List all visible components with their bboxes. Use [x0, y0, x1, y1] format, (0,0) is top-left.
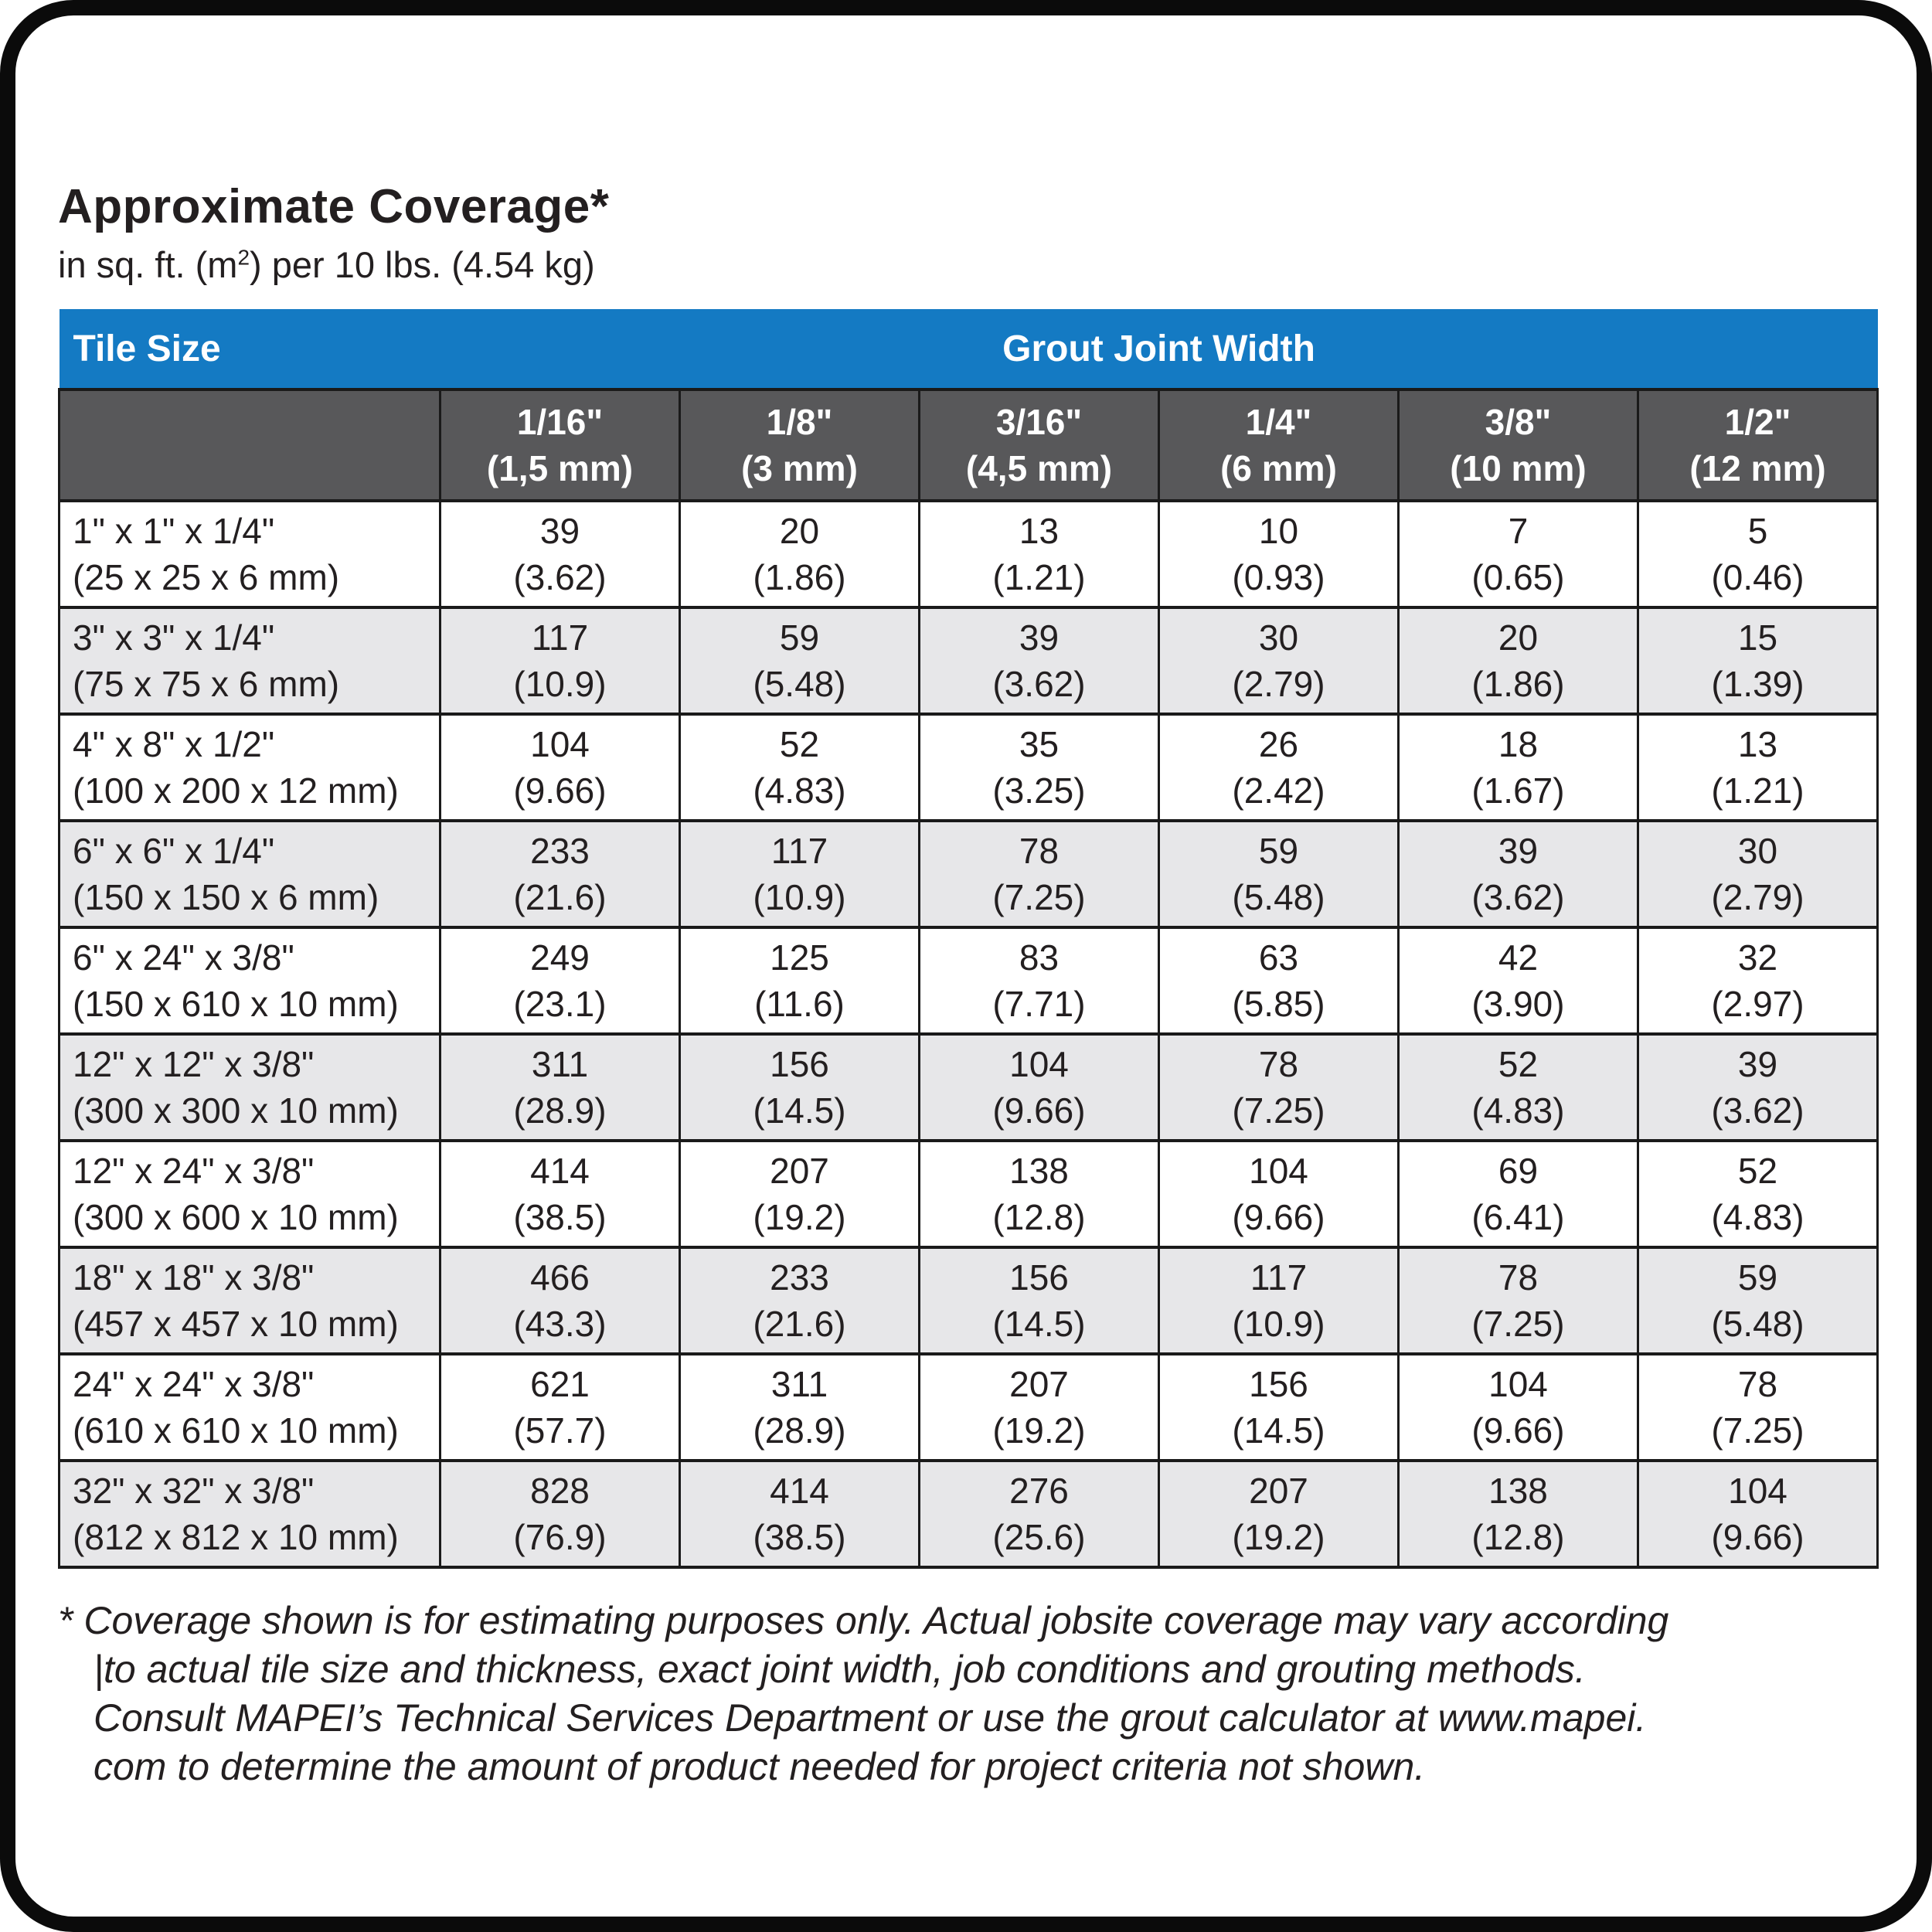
header-row — [60, 309, 1878, 389]
coverage-cell — [1159, 501, 1399, 607]
coverage-sqft-value: 104 — [1249, 1151, 1308, 1191]
coverage-sqft-value: 104 — [1009, 1044, 1069, 1084]
coverage-cell — [680, 821, 920, 927]
tile-size-cell — [60, 607, 440, 714]
coverage-cell — [1638, 1461, 1878, 1567]
page-title: Approximate Coverage* — [58, 180, 610, 233]
table-row — [60, 1034, 1878, 1141]
table-row — [60, 1461, 1878, 1567]
coverage-sqft-value: 59 — [1737, 1257, 1778, 1298]
coverage-m2-value: (19.2) — [992, 1410, 1086, 1451]
header-tile-size: Tile Size — [60, 309, 440, 389]
coverage-cell — [920, 607, 1159, 714]
coverage-cell — [920, 821, 1159, 927]
coverage-cell — [920, 501, 1159, 607]
coverage-sqft-value: 117 — [770, 831, 828, 871]
coverage-m2-value: (4.83) — [1471, 1090, 1565, 1131]
tile-size-cell — [60, 1354, 440, 1461]
coverage-sqft-value: 5 — [1747, 511, 1768, 551]
coverage-cell — [920, 927, 1159, 1034]
footnote-line: com to determine the amount of product needed for project criteria not shown. — [94, 1745, 1426, 1788]
coverage-m2-value: (5.48) — [753, 664, 846, 704]
grout-column-header — [680, 389, 920, 501]
subheader-row — [60, 389, 1878, 501]
coverage-m2-value: (10.9) — [1232, 1304, 1325, 1344]
column-size-label: 3/16" — [995, 402, 1083, 442]
tile-size-inches: 6" x 6" x 1/4" — [73, 831, 275, 871]
coverage-sqft-value: 13 — [1737, 724, 1778, 764]
coverage-cell — [1159, 1034, 1399, 1141]
coverage-cell — [440, 821, 680, 927]
grout-column-header — [440, 389, 680, 501]
coverage-sqft-value: 276 — [1009, 1471, 1069, 1511]
tile-size-inches: 3" x 3" x 1/4" — [73, 617, 275, 658]
coverage-m2-value: (7.71) — [992, 984, 1086, 1024]
tile-size-cell — [60, 821, 440, 927]
coverage-sqft-value: 249 — [530, 937, 590, 978]
coverage-m2-value: (3.25) — [992, 770, 1086, 811]
tile-size-mm: (300 x 600 x 10 mm) — [73, 1197, 399, 1237]
tile-size-cell — [60, 501, 440, 607]
coverage-sqft-value: 117 — [1250, 1257, 1308, 1298]
coverage-cell — [680, 1034, 920, 1141]
coverage-sqft-value: 52 — [1498, 1044, 1539, 1084]
coverage-sqft-value: 78 — [1737, 1364, 1778, 1404]
tile-size-inches: 32" x 32" x 3/8" — [73, 1471, 315, 1511]
coverage-cell — [680, 607, 920, 714]
coverage-sqft-value: 26 — [1258, 724, 1299, 764]
coverage-sqft-value: 18 — [1498, 724, 1539, 764]
subtitle-post: ) per 10 lbs. (4.54 kg) — [250, 244, 595, 285]
coverage-sqft-value: 466 — [530, 1257, 590, 1298]
coverage-cell — [1159, 1354, 1399, 1461]
coverage-sqft-value: 20 — [1498, 617, 1539, 658]
coverage-m2-value: (11.6) — [754, 984, 845, 1024]
coverage-sqft-value: 156 — [1009, 1257, 1069, 1298]
tile-size-mm: (610 x 610 x 10 mm) — [73, 1410, 399, 1451]
coverage-m2-value: (1.67) — [1471, 770, 1565, 811]
coverage-cell — [1638, 1141, 1878, 1247]
coverage-m2-value: (9.66) — [992, 1090, 1086, 1131]
coverage-m2-value: (1.39) — [1711, 664, 1804, 704]
coverage-m2-value: (2.79) — [1232, 664, 1325, 704]
coverage-cell — [1399, 821, 1638, 927]
coverage-sqft-value: 414 — [530, 1151, 590, 1191]
tile-size-inches: 24" x 24" x 3/8" — [73, 1364, 315, 1404]
coverage-sqft-value: 138 — [1488, 1471, 1548, 1511]
coverage-sqft-value: 233 — [770, 1257, 829, 1298]
coverage-cell — [440, 927, 680, 1034]
tile-size-inches: 1" x 1" x 1/4" — [73, 511, 275, 551]
tile-size-cell — [60, 714, 440, 821]
coverage-cell — [920, 1354, 1159, 1461]
tile-size-cell — [60, 1247, 440, 1354]
coverage-m2-value: (9.66) — [513, 770, 607, 811]
column-size-label: 3/8" — [1485, 402, 1552, 442]
tile-size-mm: (25 x 25 x 6 mm) — [73, 557, 340, 597]
coverage-cell — [920, 1247, 1159, 1354]
coverage-sqft-value: 42 — [1498, 937, 1539, 978]
page-subtitle — [58, 243, 1878, 287]
coverage-m2-value: (2.97) — [1711, 984, 1804, 1024]
tile-size-inches: 12" x 24" x 3/8" — [73, 1151, 315, 1191]
coverage-m2-value: (5.85) — [1232, 984, 1325, 1024]
coverage-cell — [1159, 1247, 1399, 1354]
coverage-sqft-value: 83 — [1019, 937, 1060, 978]
coverage-m2-value: (10.9) — [513, 664, 607, 704]
coverage-cell — [1399, 714, 1638, 821]
tile-size-cell — [60, 1141, 440, 1247]
coverage-cell — [1638, 501, 1878, 607]
coverage-sqft-value: 311 — [770, 1364, 828, 1404]
coverage-m2-value: (76.9) — [513, 1517, 607, 1557]
coverage-cell — [1159, 927, 1399, 1034]
coverage-sqft-value: 7 — [1508, 511, 1529, 551]
coverage-sqft-value: 39 — [539, 511, 580, 551]
tile-size-mm: (75 x 75 x 6 mm) — [73, 664, 340, 704]
tile-size-inches: 4" x 8" x 1/2" — [73, 724, 275, 764]
coverage-m2-value: (0.46) — [1711, 557, 1804, 597]
grout-column-header — [1159, 389, 1399, 501]
coverage-cell — [920, 714, 1159, 821]
page-content — [58, 179, 1878, 1791]
table-row — [60, 1141, 1878, 1247]
coverage-m2-value: (6.41) — [1471, 1197, 1565, 1237]
coverage-sqft-value: 78 — [1019, 831, 1060, 871]
coverage-cell — [1638, 927, 1878, 1034]
coverage-cell — [1399, 1141, 1638, 1247]
coverage-m2-value: (0.65) — [1471, 557, 1565, 597]
coverage-cell — [920, 1461, 1159, 1567]
coverage-m2-value: (14.5) — [992, 1304, 1086, 1344]
coverage-cell — [440, 1354, 680, 1461]
coverage-m2-value: (12.8) — [992, 1197, 1086, 1237]
coverage-sqft-value: 30 — [1737, 831, 1778, 871]
tile-size-mm: (457 x 457 x 10 mm) — [73, 1304, 399, 1344]
coverage-sqft-value: 69 — [1498, 1151, 1539, 1191]
tile-size-cell — [60, 1034, 440, 1141]
coverage-cell — [1638, 607, 1878, 714]
coverage-m2-value: (19.2) — [753, 1197, 846, 1237]
coverage-sqft-value: 13 — [1019, 511, 1060, 551]
coverage-cell — [1638, 1354, 1878, 1461]
coverage-sqft-value: 138 — [1009, 1151, 1069, 1191]
coverage-m2-value: (4.83) — [753, 770, 846, 811]
coverage-sqft-value: 104 — [1488, 1364, 1548, 1404]
table-row — [60, 927, 1878, 1034]
coverage-m2-value: (10.9) — [753, 877, 846, 917]
coverage-m2-value: (25.6) — [992, 1517, 1086, 1557]
coverage-sqft-value: 156 — [770, 1044, 829, 1084]
coverage-cell — [920, 1034, 1159, 1141]
coverage-m2-value: (5.48) — [1232, 877, 1325, 917]
coverage-m2-value: (14.5) — [753, 1090, 846, 1131]
coverage-m2-value: (9.66) — [1711, 1517, 1804, 1557]
coverage-sqft-value: 156 — [1249, 1364, 1308, 1404]
coverage-cell — [1159, 714, 1399, 821]
coverage-sqft-value: 207 — [1009, 1364, 1069, 1404]
coverage-sqft-value: 233 — [530, 831, 590, 871]
table-row — [60, 607, 1878, 714]
coverage-cell — [680, 1247, 920, 1354]
coverage-sqft-value: 15 — [1737, 617, 1778, 658]
coverage-cell — [680, 927, 920, 1034]
coverage-m2-value: (7.25) — [992, 877, 1086, 917]
coverage-cell — [680, 1461, 920, 1567]
coverage-m2-value: (9.66) — [1471, 1410, 1565, 1451]
coverage-sqft-value: 104 — [530, 724, 590, 764]
column-metric-label: (1,5 mm) — [486, 448, 634, 488]
coverage-cell — [1399, 501, 1638, 607]
tile-size-inches: 18" x 18" x 3/8" — [73, 1257, 315, 1298]
tile-size-mm: (100 x 200 x 12 mm) — [73, 770, 399, 811]
footnote-line: |to actual tile size and thickness, exact joint width, job conditions and grouting methods. — [94, 1648, 1586, 1691]
subheader-corner-cell — [60, 389, 440, 501]
coverage-cell — [440, 1141, 680, 1247]
coverage-sqft-value: 59 — [779, 617, 820, 658]
coverage-cell — [1399, 1461, 1638, 1567]
coverage-m2-value: (7.25) — [1232, 1090, 1325, 1131]
header-grout-joint-width: Grout Joint Width — [440, 309, 1878, 389]
tile-size-cell — [60, 927, 440, 1034]
coverage-cell — [440, 501, 680, 607]
tile-size-mm: (150 x 610 x 10 mm) — [73, 984, 399, 1024]
grout-column-header — [1638, 389, 1878, 501]
coverage-m2-value: (0.93) — [1232, 557, 1325, 597]
coverage-m2-value: (43.3) — [513, 1304, 607, 1344]
tile-size-inches: 12" x 12" x 3/8" — [73, 1044, 315, 1084]
coverage-m2-value: (2.42) — [1232, 770, 1325, 811]
coverage-sqft-value: 32 — [1737, 937, 1778, 978]
coverage-m2-value: (57.7) — [513, 1410, 607, 1451]
table-row — [60, 501, 1878, 607]
coverage-m2-value: (7.25) — [1471, 1304, 1565, 1344]
coverage-cell — [680, 714, 920, 821]
coverage-m2-value: (9.66) — [1232, 1197, 1325, 1237]
coverage-cell — [440, 1034, 680, 1141]
table-row — [60, 1354, 1878, 1461]
column-size-label: 1/2" — [1724, 402, 1791, 442]
coverage-cell — [1399, 927, 1638, 1034]
coverage-cell — [1159, 1141, 1399, 1247]
coverage-cell — [440, 1247, 680, 1354]
coverage-m2-value: (14.5) — [1232, 1410, 1325, 1451]
coverage-m2-value: (1.21) — [992, 557, 1086, 597]
coverage-sqft-value: 52 — [1737, 1151, 1778, 1191]
column-size-label: 1/16" — [516, 402, 604, 442]
coverage-sqft-value: 311 — [531, 1044, 589, 1084]
coverage-cell — [1399, 607, 1638, 714]
coverage-sqft-value: 207 — [770, 1151, 829, 1191]
coverage-sqft-value: 52 — [779, 724, 820, 764]
coverage-m2-value: (1.21) — [1711, 770, 1804, 811]
coverage-cell — [1638, 714, 1878, 821]
tile-size-inches: 6" x 24" x 3/8" — [73, 937, 294, 978]
coverage-cell — [920, 1141, 1159, 1247]
coverage-sqft-value: 104 — [1728, 1471, 1787, 1511]
coverage-sqft-value: 78 — [1258, 1044, 1299, 1084]
coverage-cell — [1399, 1247, 1638, 1354]
coverage-cell — [1399, 1034, 1638, 1141]
coverage-sqft-value: 39 — [1019, 617, 1060, 658]
table-header — [60, 309, 1878, 501]
coverage-cell — [1159, 607, 1399, 714]
coverage-m2-value: (12.8) — [1471, 1517, 1565, 1557]
coverage-m2-value: (3.90) — [1471, 984, 1565, 1024]
table-row — [60, 714, 1878, 821]
coverage-cell — [1638, 821, 1878, 927]
coverage-m2-value: (21.6) — [753, 1304, 846, 1344]
coverage-cell — [1399, 1354, 1638, 1461]
footnote — [58, 1597, 1878, 1791]
coverage-sqft-value: 20 — [779, 511, 820, 551]
coverage-cell — [1638, 1247, 1878, 1354]
coverage-m2-value: (3.62) — [513, 557, 607, 597]
coverage-m2-value: (28.9) — [753, 1410, 846, 1451]
footnote-line: Consult MAPEI’s Technical Services Department or use the grout calculator at www.mapei. — [94, 1696, 1647, 1740]
tile-size-cell — [60, 1461, 440, 1567]
table-row — [60, 1247, 1878, 1354]
coverage-m2-value: (3.62) — [1471, 877, 1565, 917]
coverage-cell — [680, 1354, 920, 1461]
coverage-m2-value: (3.62) — [1711, 1090, 1804, 1131]
coverage-cell — [440, 1461, 680, 1567]
coverage-cell — [440, 714, 680, 821]
coverage-sqft-value: 414 — [770, 1471, 829, 1511]
coverage-m2-value: (38.5) — [753, 1517, 846, 1557]
coverage-m2-value: (1.86) — [1471, 664, 1565, 704]
coverage-m2-value: (38.5) — [513, 1197, 607, 1237]
column-metric-label: (6 mm) — [1220, 448, 1337, 488]
tile-size-mm: (300 x 300 x 10 mm) — [73, 1090, 399, 1131]
table-body — [60, 501, 1878, 1567]
footnote-line: * Coverage shown is for estimating purposes only. Actual jobsite coverage may vary according — [58, 1599, 1669, 1642]
coverage-m2-value: (19.2) — [1232, 1517, 1325, 1557]
coverage-cell — [680, 501, 920, 607]
column-metric-label: (4,5 mm) — [965, 448, 1113, 488]
coverage-sqft-value: 30 — [1258, 617, 1299, 658]
coverage-sqft-value: 621 — [530, 1364, 590, 1404]
column-metric-label: (3 mm) — [741, 448, 858, 488]
column-size-label: 1/4" — [1245, 402, 1312, 442]
coverage-sqft-value: 63 — [1258, 937, 1299, 978]
coverage-m2-value: (23.1) — [513, 984, 607, 1024]
coverage-sqft-value: 117 — [531, 617, 589, 658]
coverage-sqft-value: 39 — [1498, 831, 1539, 871]
coverage-sqft-value: 125 — [770, 937, 829, 978]
coverage-sqft-value: 10 — [1258, 511, 1299, 551]
coverage-cell — [1159, 821, 1399, 927]
coverage-table — [58, 309, 1879, 1569]
coverage-sqft-value: 59 — [1258, 831, 1299, 871]
coverage-m2-value: (5.48) — [1711, 1304, 1804, 1344]
subtitle-pre: in sq. ft. (m — [58, 244, 238, 285]
coverage-sqft-value: 39 — [1737, 1044, 1778, 1084]
tile-size-mm: (812 x 812 x 10 mm) — [73, 1517, 399, 1557]
coverage-cell — [1159, 1461, 1399, 1567]
coverage-m2-value: (21.6) — [513, 877, 607, 917]
column-metric-label: (10 mm) — [1450, 448, 1587, 488]
coverage-m2-value: (3.62) — [992, 664, 1086, 704]
coverage-m2-value: (4.83) — [1711, 1197, 1804, 1237]
coverage-cell — [680, 1141, 920, 1247]
column-size-label: 1/8" — [766, 402, 833, 442]
coverage-sqft-value: 35 — [1019, 724, 1060, 764]
column-metric-label: (12 mm) — [1689, 448, 1826, 488]
grout-column-header — [1399, 389, 1638, 501]
coverage-cell — [440, 607, 680, 714]
coverage-sqft-value: 207 — [1249, 1471, 1308, 1511]
coverage-m2-value: (7.25) — [1711, 1410, 1804, 1451]
tile-size-mm: (150 x 150 x 6 mm) — [73, 877, 379, 917]
grout-column-header — [920, 389, 1159, 501]
coverage-m2-value: (2.79) — [1711, 877, 1804, 917]
coverage-m2-value: (1.86) — [753, 557, 846, 597]
coverage-sqft-value: 78 — [1498, 1257, 1539, 1298]
coverage-m2-value: (28.9) — [513, 1090, 607, 1131]
subtitle-superscript: 2 — [237, 245, 250, 270]
coverage-sqft-value: 828 — [530, 1471, 590, 1511]
table-row — [60, 821, 1878, 927]
coverage-cell — [1638, 1034, 1878, 1141]
